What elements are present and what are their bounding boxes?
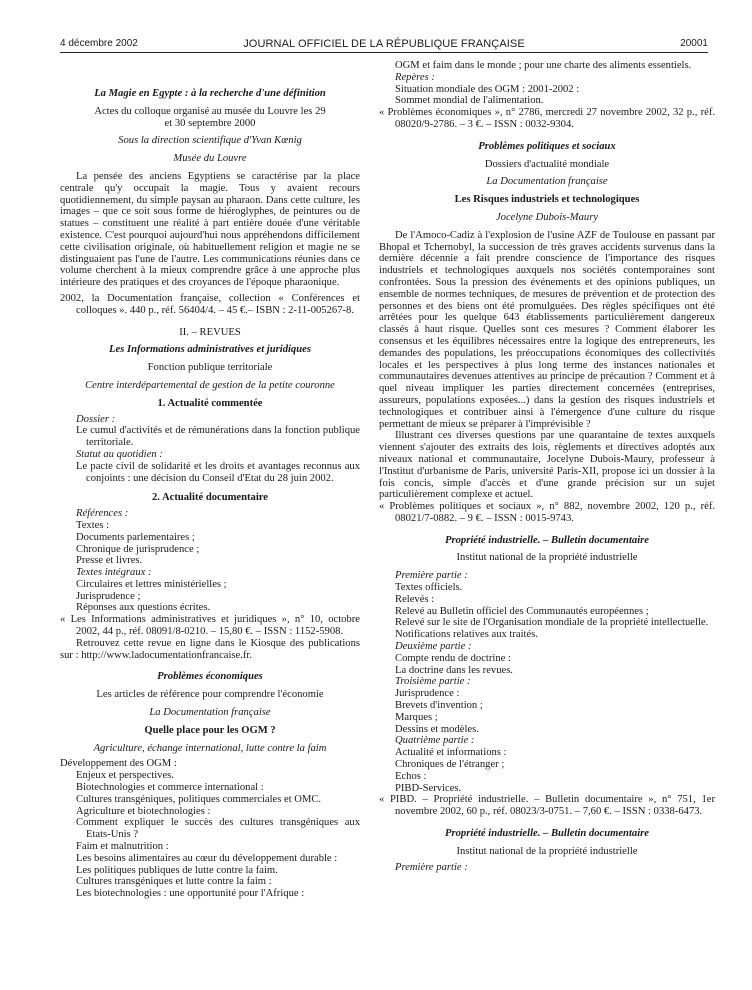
- eco-subtitle: Les articles de référence pour comprendre l'économie: [96, 689, 324, 701]
- header-date: 4 décembre 2002: [60, 38, 138, 49]
- revues-centre: Centre interdépartemental de gestion de la petite couronne: [85, 379, 335, 391]
- eco-tagline: Agriculture, échange international, lutte contre la faim: [93, 742, 327, 754]
- pi1-part-4-list: [379, 747, 715, 794]
- left-column: [60, 88, 360, 900]
- list-item: Agriculture et biotechnologies :: [76, 805, 211, 817]
- magie-title: La Magie en Egypte : à la recherche d'une définition: [94, 88, 326, 99]
- list-item: Notifications relatives aux traités.: [395, 629, 538, 641]
- pol-author: Jocelyne Dubois-Maury: [495, 211, 599, 223]
- eco-cont-item: OGM et faim dans le monde ; pour une charte des aliments essentiels.: [395, 60, 692, 71]
- list-item: Textes :: [76, 519, 110, 531]
- pi2-title: Propriété industrielle. – Bulletin documentaire: [445, 828, 649, 840]
- revues-online: Retrouvez cette revue en ligne dans le Kiosque des publications sur : http://www.ladocumentationfrancaise.fr.: [60, 637, 360, 661]
- revues-references-label: Références :: [76, 508, 129, 520]
- pi1-title: Propriété industrielle. – Bulletin documentaire: [445, 534, 649, 546]
- pol-title: Problèmes politiques et sociaux: [478, 140, 616, 152]
- pol-body-1: De l'Amoco-Cadiz à l'explosion de l'usine AZF de Toulouse en passant par Bhopal et Tchernobyl, la succession de très graves accidents survenus dans la dernière décennie a fait prendre conscience de l'importance des risques industriels et technologiques auxquels nos sociétés contemporaines sont confrontées. Sous la pression des événements et des opinions publiques, un ensemble de normes techniques, de mesures de prévention et de protection des personnes et des biens ont été promulguées. Des règles spécifiques ont été arrêtées pour les quelque 643 établissements particulièrement dangereux classés à haut risque. Quelles sont ces mesures ? Comment élaborer les consensus et les équilibres nécessaires entre la logique des entrepreneurs, les demandes des populations, les préoccupations économiques des collectivités locales et les perspectives à plus long terme des instances nationales et communautaires devenues attentives au principe de précaution ? Comment et à quel niveau impliquer les parties directement concernées (entreprises, assureurs, populations exposées...) dans la gestion des risques industriels et technologiques et contribuer ainsi à l'émergence d'une culture du risque permettant de mieux se préparer à l'imprévisible ?: [379, 229, 715, 430]
- header-page-number: 20001: [680, 38, 708, 49]
- pol-body-2: Illustrant ces diverses questions par une quarantaine de textes auxquels viennent s'ajouter des extraits des lois, règlements et directives adoptés aux niveaux national et communautaire, Jocelyne Dubois-Maury, professeur à l'Institut d'urbanisme de Paris, université Paris-XII, propose ici un dossier à la fois concis, simple d'accès et d'une grande précision sur un sujet particulièrement complexe et actuel.: [379, 430, 715, 501]
- eco-dev-label: Développement des OGM :: [60, 758, 177, 770]
- pi1-subtitle: Institut national de la propriété industrielle: [456, 552, 638, 564]
- pi1-part-4-label: Quatrième partie :: [395, 735, 475, 747]
- revues-heading: II. – REVUES: [179, 326, 241, 338]
- revues-references-list: [60, 520, 360, 567]
- list-item: Relevé au Bulletin officiel des Communautés européennes ;: [395, 605, 649, 617]
- list-item: Jurisprudence ;: [76, 590, 141, 602]
- pol-reference: « Problèmes politiques et sociaux », n° 882, novembre 2002, 120 p., réf. 08021/7-0882. – 9 €. – ISSN : 0015-9743.: [379, 501, 715, 524]
- pol-publisher: La Documentation française: [486, 176, 608, 188]
- list-item: Marques ;: [395, 711, 438, 723]
- revues-reference: « Les Informations administratives et juridiques », n° 10, octobre 2002, 44 p., réf. 08091/8-0210. – 15,80 €. – ISSN : 1152-5908.: [60, 614, 360, 638]
- revues-title: Les Informations administratives et juridiques: [109, 344, 311, 356]
- header-title: JOURNAL OFFICIEL DE LA RÉPUBLIQUE FRANÇAISE: [243, 38, 525, 50]
- pi1-part-3-list: [379, 688, 715, 735]
- revues-statut-text: Le pacte civil de solidarité et les droits et avantages reconnus aux conjoints : une décision du Conseil d'Etat du 28 juin 2002.: [76, 460, 360, 484]
- magie-direction: Sous la direction scientifique d'Yvan Kœnig: [118, 135, 302, 147]
- list-item: PIBD-Services.: [395, 782, 462, 794]
- eco-reference: « Problèmes économiques », n° 2786, mercredi 27 novembre 2002, 32 p., réf. 08020/9-2786. – 3 €. – ISSN : 0032-9304.: [379, 107, 715, 130]
- list-item: Enjeux et perspectives.: [76, 770, 174, 782]
- list-item: La doctrine dans les revues.: [395, 664, 513, 676]
- revues-section-2: 2. Actualité documentaire: [151, 492, 269, 504]
- magie-actes: Actes du colloque organisé au musée du Louvre les 29 et 30 septembre 2000: [94, 105, 326, 129]
- revues-integraux-list: [60, 579, 360, 614]
- right-column: [379, 40, 715, 873]
- eco-reperes-list: [379, 84, 715, 108]
- list-item: Relevé sur le site de l'Organisation mondiale de la propriété intellectuelle.: [395, 617, 709, 629]
- list-item: Comment expliquer le succès des cultures transgéniques aux Etats-Unis ?: [76, 817, 360, 841]
- list-item: Chronique de jurisprudence ;: [76, 543, 200, 555]
- list-item: Relevés :: [395, 593, 435, 605]
- revues-dossier-label: Dossier :: [76, 413, 116, 425]
- pi1-part-1-list: [379, 582, 715, 641]
- list-item: Les biotechnologies : une opportunité pour l'Afrique :: [76, 888, 305, 900]
- revues-section-1: 1. Actualité commentée: [157, 397, 263, 409]
- magie-musee: Musée du Louvre: [173, 153, 247, 165]
- list-item: Jurisprudence :: [395, 688, 460, 700]
- list-item: Sommet mondial de l'alimentation.: [395, 95, 544, 107]
- list-item: Documents parlementaires ;: [76, 531, 195, 543]
- list-item: Cultures transgéniques, politiques commerciales et OMC.: [76, 793, 322, 805]
- list-item: Dessins et modèles.: [395, 723, 479, 735]
- pi1-part-1-label: Première partie :: [395, 570, 468, 582]
- list-item: Cultures transgéniques et lutte contre la faim :: [76, 876, 272, 888]
- pol-subject: Les Risques industriels et technologiques: [454, 194, 640, 206]
- magie-reference: 2002, la Documentation française, collection « Conférences et colloques ». 440 p., réf. 56404/4. – 45 €.– ISBN : 2-11-005267-8.: [60, 292, 360, 316]
- revues-subtitle: Fonction publique territoriale: [147, 362, 273, 374]
- eco-title: Problèmes économiques: [157, 671, 263, 683]
- pi1-part-2-label: Deuxième partie :: [395, 641, 472, 653]
- list-item: Compte rendu de doctrine :: [395, 652, 511, 664]
- pol-subtitle: Dossiers d'actualité mondiale: [484, 158, 610, 170]
- list-item: Presse et livres.: [76, 555, 143, 567]
- list-item: Situation mondiale des OGM : 2001-2002 :: [395, 83, 580, 95]
- list-item: Textes officiels.: [395, 582, 463, 594]
- revues-statut-label: Statut au quotidien :: [76, 448, 163, 460]
- eco-question: Quelle place pour les OGM ?: [144, 724, 276, 736]
- list-item: Faim et malnutrition :: [76, 841, 169, 853]
- eco-items-list: [60, 770, 360, 900]
- pi1-reference: « PIBD. – Propriété industrielle. – Bulletin documentaire », n° 751, 1er novembre 2002, 60 p., réf. 08023/3-0751. – 7,60 €. – ISSN : 0338-6473.: [379, 794, 715, 818]
- pi1-part-3-label: Troisième partie :: [395, 676, 471, 688]
- magie-body: La pensée des anciens Egyptiens se caractérise par la place centrale qu'y occupait la magie. Tous y avaient recours quotidiennement, du simple paysan au pharaon. Dans cette culture, les images – que ce soit sous forme de hiéroglyphes, de peintures ou de statues – constituent une réalité à part entière douée d'une véritable existence. C'est pourquoi aujourd'hui nous appréhendons difficilement cette civilisation originale, où habituellement religion et magie ne se distinguaient pas l'une de l'autre. Les communications réunies dans ce volume cherchent à la mieux comprendre grâce à une approche plus intérieure des pratiques et des croyances de l'époque pharaonique.: [60, 170, 360, 289]
- list-item: Biotechnologies et commerce international :: [76, 782, 264, 794]
- pi2-subtitle: Institut national de la propriété industrielle: [456, 845, 638, 857]
- list-item: Echos :: [395, 770, 427, 782]
- pi2-part-1-label: Première partie :: [395, 861, 468, 873]
- list-item: Actualité et informations :: [395, 747, 507, 759]
- list-item: Brevets d'invention ;: [395, 700, 483, 712]
- list-item: Chroniques de l'étranger ;: [395, 759, 505, 771]
- eco-publisher: La Documentation française: [149, 707, 271, 719]
- list-item: Les besoins alimentaires au cœur du développement durable :: [76, 852, 338, 864]
- revues-dossier-text: Le cumul d'activités et de rémunérations dans la fonction publique territoriale.: [76, 425, 360, 449]
- list-item: Les politiques publiques de lutte contre la faim.: [76, 864, 278, 876]
- eco-reperes-label: Repères :: [395, 71, 435, 83]
- list-item: Circulaires et lettres ministérielles ;: [76, 578, 227, 590]
- list-item: Réponses aux questions écrites.: [76, 602, 211, 614]
- pi1-part-2-list: [379, 653, 715, 677]
- revues-integraux-label: Textes intégraux :: [76, 567, 152, 579]
